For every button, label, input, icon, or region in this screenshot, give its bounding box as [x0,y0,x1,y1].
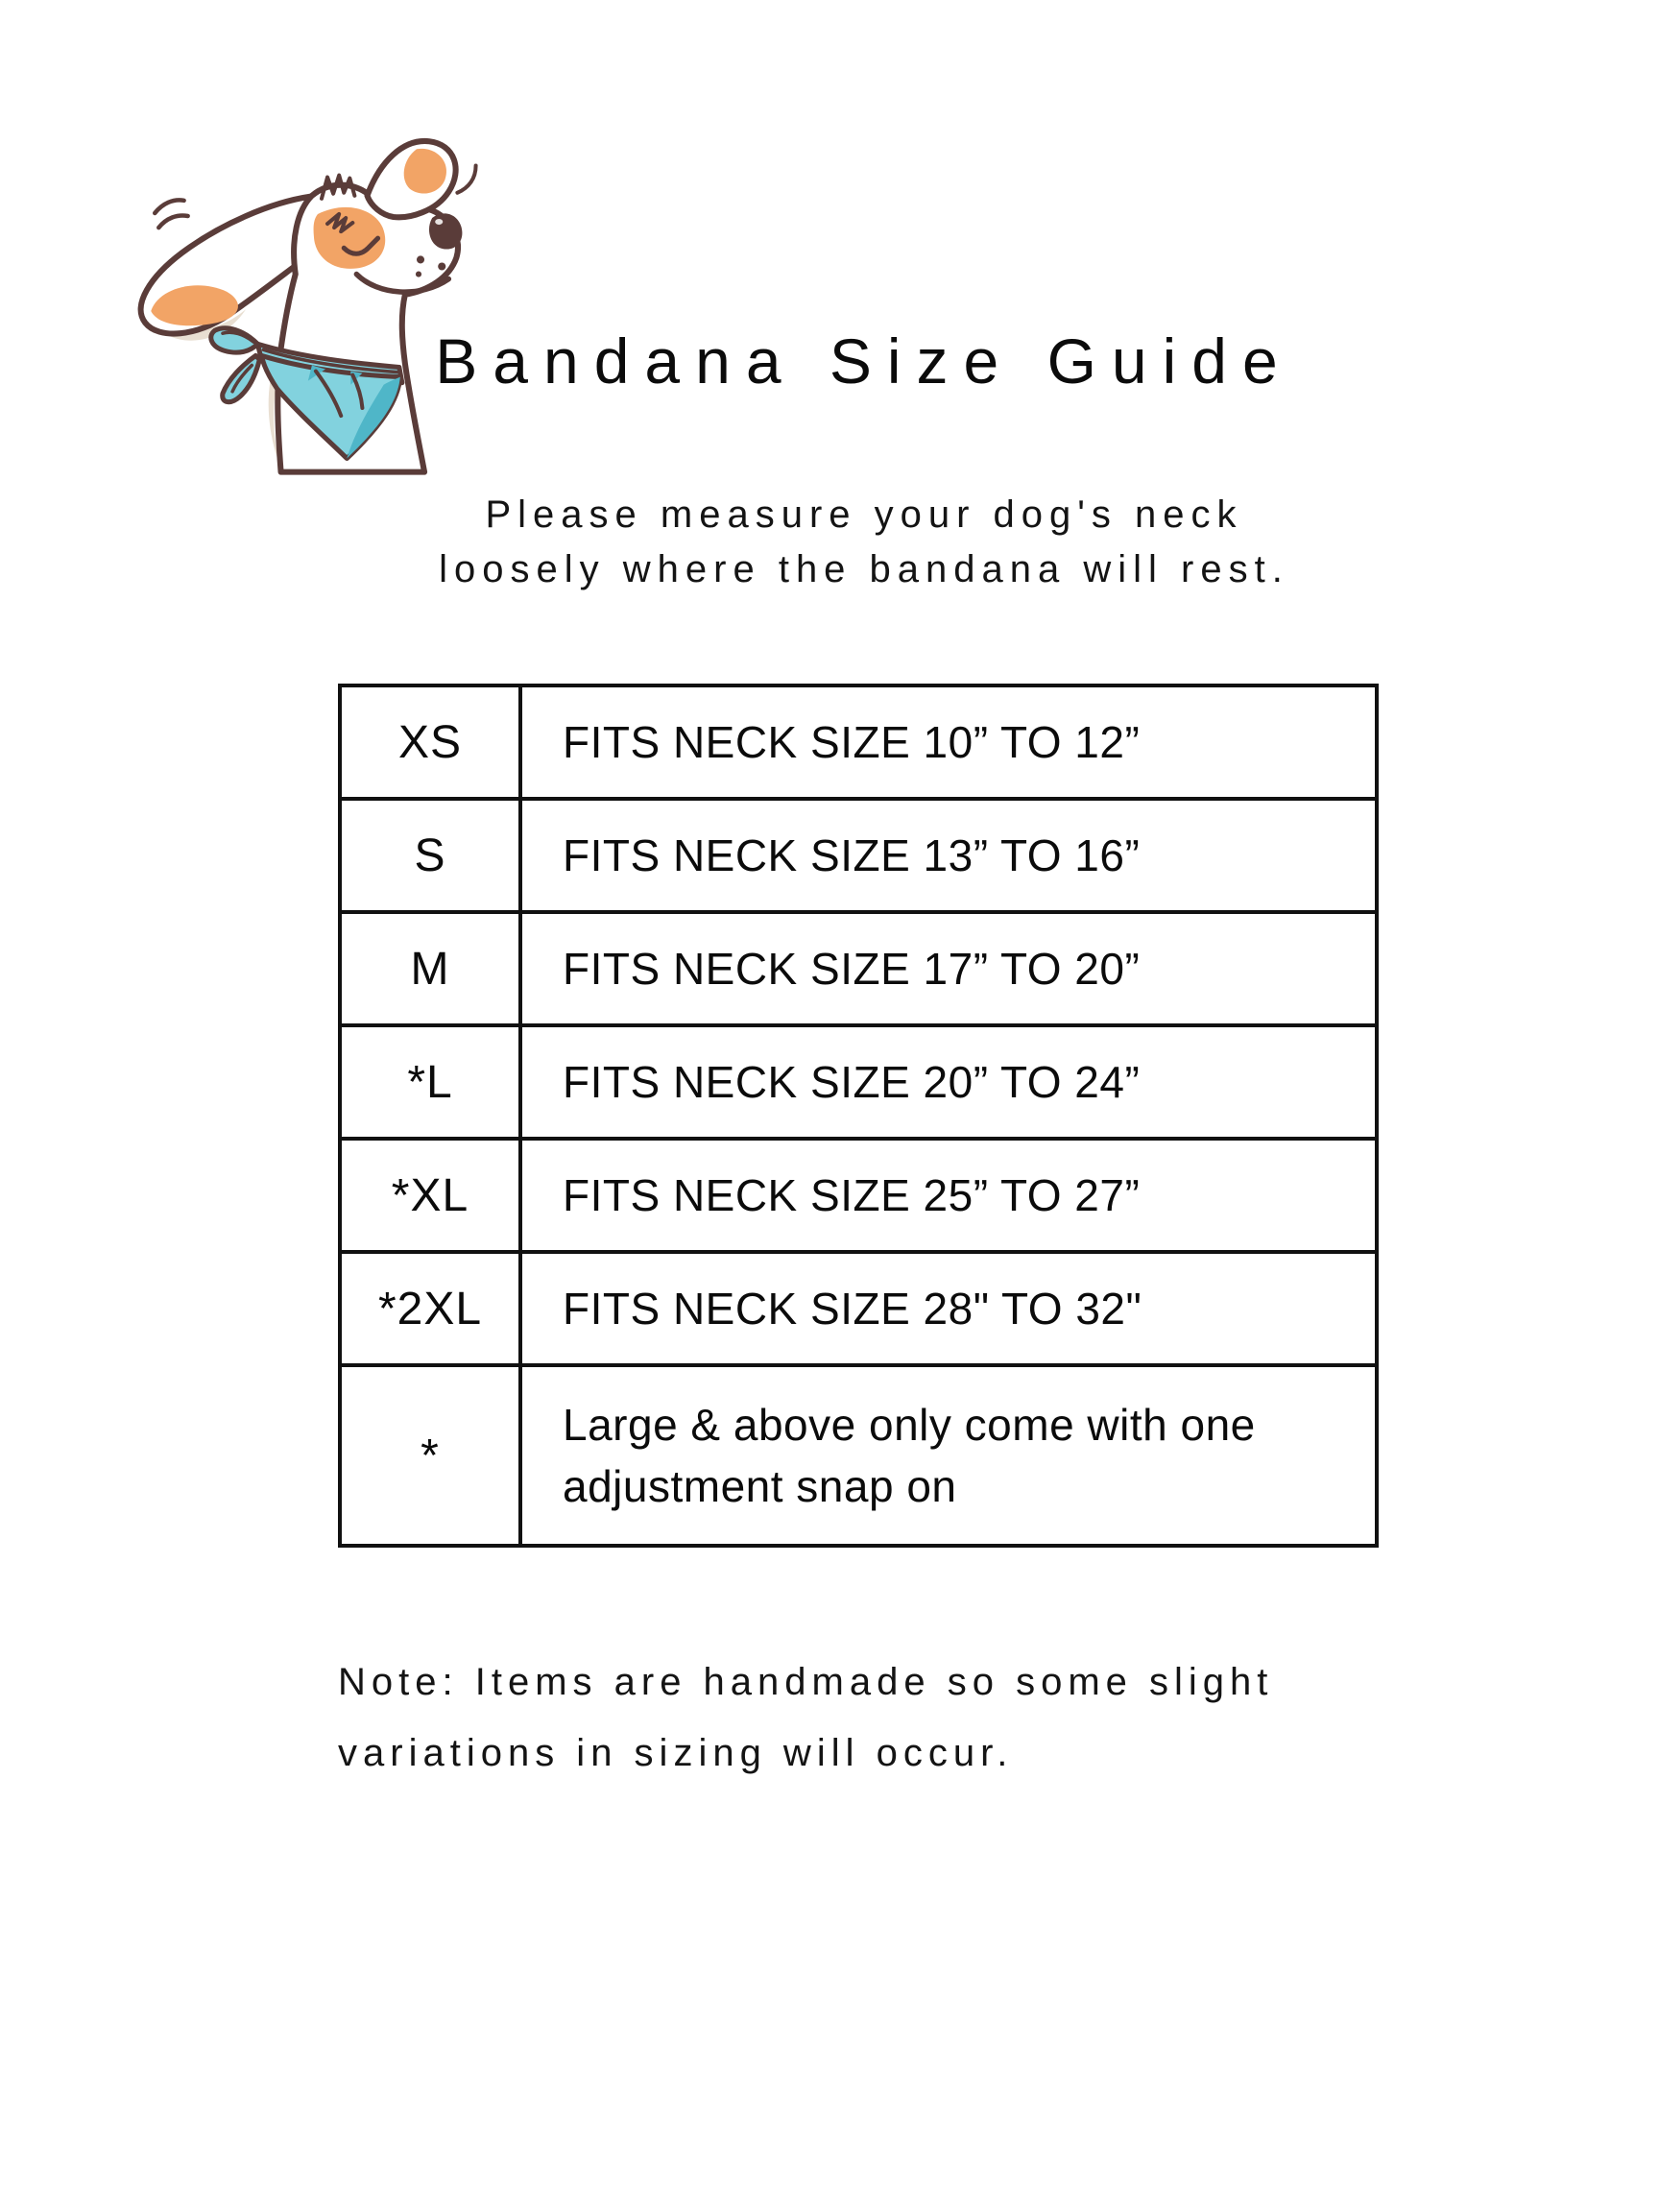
right-ear [367,141,455,217]
table-row-2xl [340,1252,1377,1365]
fit-description: FITS NECK SIZE 25” TO 27” [520,1139,1377,1252]
page-title: Bandana Size Guide [435,325,1293,397]
measure-instructions [336,488,1392,597]
size-label: XS [340,685,520,799]
size-label: * [340,1365,520,1546]
handmade-note-line1: Note: Items are handmade so some slight [338,1661,1274,1703]
freckle [438,262,445,270]
measure-instructions-line2: loosely where the bandana will rest. [439,548,1289,590]
freckle [417,255,424,263]
handmade-note [338,1647,1273,1789]
size-label: *2XL [340,1252,520,1365]
freckle [416,272,421,277]
size-label: *XL [340,1139,520,1252]
fit-description: FITS NECK SIZE 28" TO 32" [520,1252,1377,1365]
fit-description [520,1365,1377,1546]
table-row-l [340,1025,1377,1139]
table-row-xl [340,1139,1377,1252]
size-label: S [340,799,520,912]
handmade-note-line2: variations in sizing will occur. [338,1732,1014,1774]
fit-description: FITS NECK SIZE 10” TO 12” [520,685,1377,799]
table-row-xs [340,685,1377,799]
motion-lines-right [457,165,475,192]
size-table [338,684,1379,1548]
fit-description-line1: Large & above only come with one [563,1400,1256,1450]
table-row-m [340,912,1377,1025]
table-row-asterisk-note [340,1365,1377,1546]
table-row-s [340,799,1377,912]
dog-bandana-illustration [108,121,536,509]
fit-description: FITS NECK SIZE 20” TO 24” [520,1025,1377,1139]
measure-instructions-line1: Please measure your dog's neck [485,493,1243,536]
motion-lines-left [155,200,187,228]
fit-description: FITS NECK SIZE 13” TO 16” [520,799,1377,912]
fit-description-line2: adjustment snap on [563,1461,957,1511]
size-label: *L [340,1025,520,1139]
size-label: M [340,912,520,1025]
fit-description: FITS NECK SIZE 17” TO 20” [520,912,1377,1025]
